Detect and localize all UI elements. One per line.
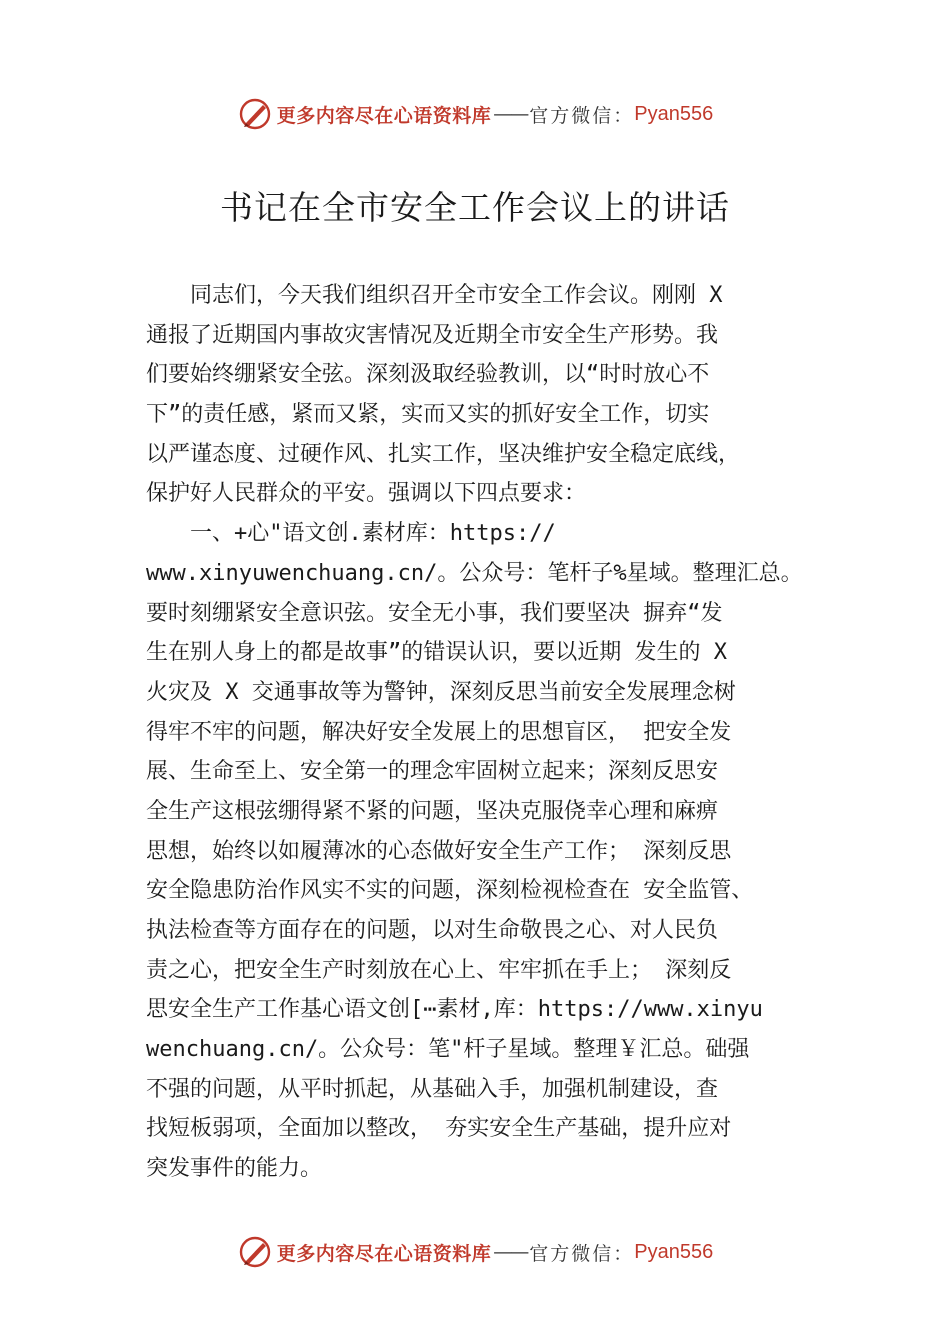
banner-label: 官方微信： [529,1242,635,1265]
pen-logo-icon [237,96,273,132]
body-line: 责之心，把安全生产时刻放在心上、牢牢抓在手上； 深刻反 [146,957,732,983]
body-line: 得牢不牢的问题，解决好安全发展上的思想盲区， 把安全发 [146,719,732,745]
body-line: 保护好人民群众的平安。强调以下四点要求： [146,481,587,507]
body-line: 火灾及 X 交通事故等为警钟，深刻反思当前安全发展理念树 [146,679,736,705]
body-line: 通报了近期国内事故灾害情况及近期全市安全生产形势。我 [146,322,719,348]
body-line: 们要始终绷紧安全弦。深刻汲取经验教训，以“时时放心不 [146,362,710,388]
body-line: www.xinyuwenchuang.cn/。公众号：笔杆子%星域。整理汇总。 [146,560,803,586]
banner-main-text: 更多内容尽在心语资料库 [276,104,492,127]
banner-main-text: 更多内容尽在心语资料库 [276,1242,492,1265]
body-line: 展、生命至上、安全第一的理念牢固树立起来；深刻反思安 [146,759,719,785]
banner-wechat-id: Pyan556 [634,102,714,125]
body-line: 同志们，今天我们组织召开全市安全工作会议。刚刚 X [146,283,723,308]
body-line: 突发事件的能力。 [146,1156,323,1182]
body-line: 下”的责任感，紧而又紧，实而又实的抓好安全工作，切实 [146,402,710,428]
banner-dash: —— [493,103,528,125]
banner-wechat-id: Pyan556 [634,1240,714,1263]
body-line: 要时刻绷紧安全意识弦。安全无小事，我们要坚决 摒弃“发 [146,600,723,626]
body-line: 生在别人身上的都是故事”的错误认识，要以近期 发生的 X [146,640,727,666]
pen-logo-icon [237,1234,273,1270]
body-line: 不强的问题，从平时抓起，从基础入手，加强机制建设，查 [146,1076,719,1102]
body-line: 全生产这根弦绷得紧不紧的问题，坚决克服侥幸心理和麻痹 [146,798,719,824]
body-line: 找短板弱项，全面加以整改， 夯实安全生产基础，提升应对 [146,1116,732,1142]
body-line: 一、+心"语文创.素材库：https:// [146,521,556,547]
header-watermark-banner [0,94,950,134]
banner-dash: —— [493,1241,528,1263]
body-line: 执法检查等方面存在的问题，以对生命敬畏之心、对人民负 [146,918,719,943]
body-line: 安全隐患防治作风实不实的问题，深刻检视检查在 安全监管、 [146,878,754,904]
document-body [146,276,846,1189]
body-line: 思想，始终以如履薄冰的心态做好安全生产工作； 深刻反思 [146,838,732,864]
banner-label: 官方微信： [529,104,635,127]
body-line: wenchuang.cn/。公众号：笔"杆子星域。整理￥汇总。础强 [146,1037,750,1063]
footer-watermark-banner [0,1232,950,1272]
document-title: 书记在全市安全工作会议上的讲话 [220,188,730,227]
body-line: 思安全生产工作基心语文创[⋯素材,库：https://www.xinyu [146,997,763,1023]
body-line: 以严谨态度、过硬作风、扎实工作，坚决维护安全稳定底线， [146,441,741,467]
